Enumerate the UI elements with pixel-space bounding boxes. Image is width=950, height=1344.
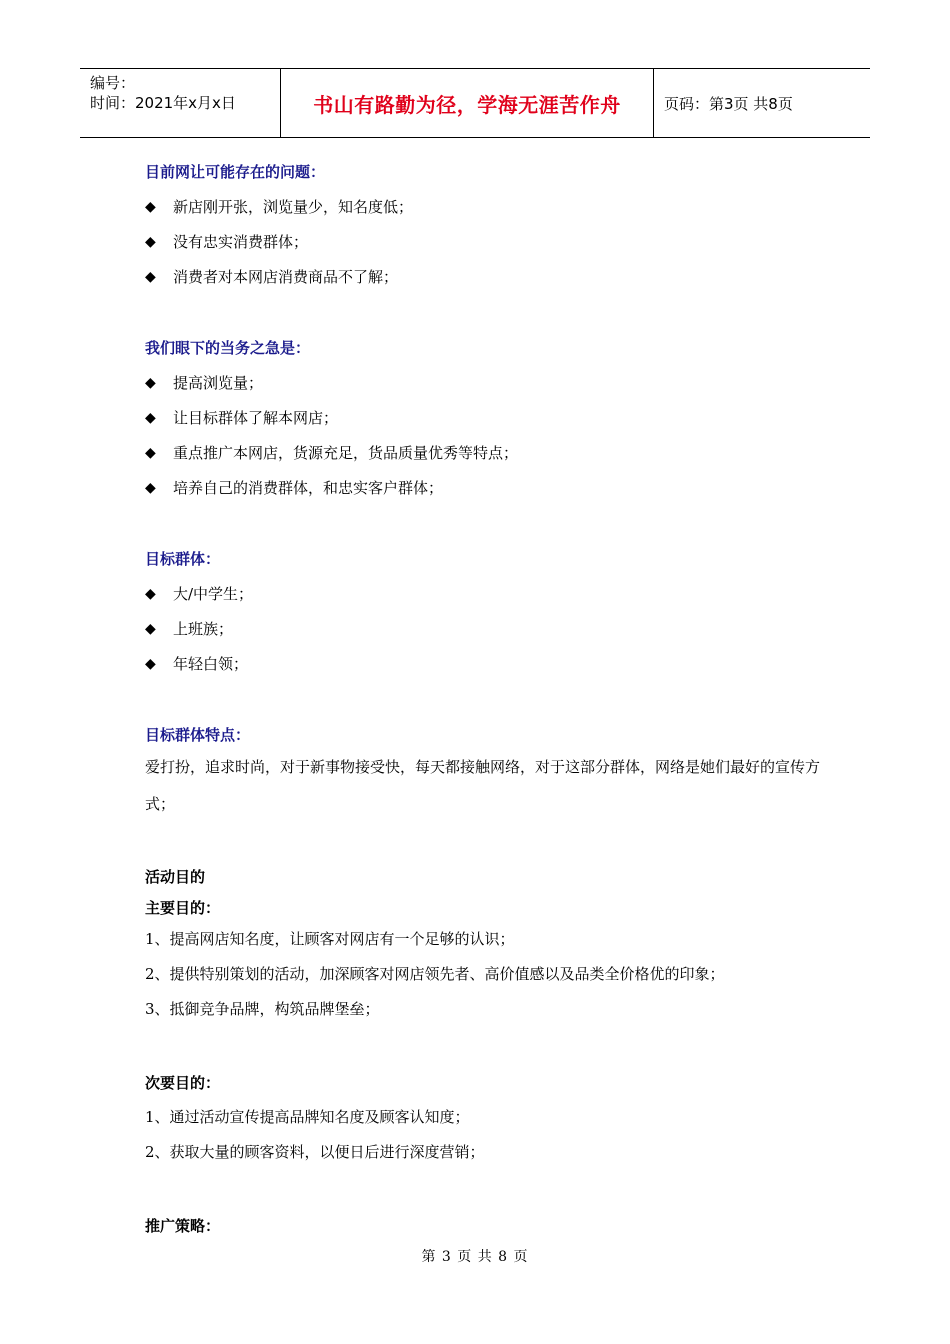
section-title-purpose: 活动目的 xyxy=(145,868,206,886)
bullet-item: ◆ 新店刚开张，浏览量少，知名度低； xyxy=(145,198,414,216)
diamond-bullet-icon: ◆ xyxy=(145,585,156,602)
numbered-item: 2、提供特别策划的活动，加深顾客对网店领先者、高价值感以及品类全价格优的印象； xyxy=(145,965,725,983)
bullet-item: ◆ 年轻白领； xyxy=(145,655,249,673)
document-body xyxy=(145,158,845,1240)
section-title-strategy: 推广策略： xyxy=(145,1217,221,1235)
diamond-bullet-icon: ◆ xyxy=(145,374,156,391)
numbered-item: 1、提高网店知名度，让顾客对网店有一个足够的认识； xyxy=(145,930,515,948)
numbered-item: 3、抵御竞争品牌，构筑品牌堡垒； xyxy=(145,1000,380,1018)
numbered-item: 2、获取大量的顾客资料，以便日后进行深度营销； xyxy=(145,1143,485,1161)
bullet-item: ◆ 让目标群体了解本网店； xyxy=(145,409,339,427)
diamond-bullet-icon: ◆ xyxy=(145,620,156,637)
bullet-item: ◆ 提高浏览量； xyxy=(145,374,264,392)
section-title-target: 目标群体： xyxy=(145,550,221,568)
diamond-bullet-icon: ◆ xyxy=(145,409,156,426)
diamond-bullet-icon: ◆ xyxy=(145,479,156,496)
secondary-purpose-title: 次要目的： xyxy=(145,1074,221,1092)
diamond-bullet-icon: ◆ xyxy=(145,233,156,250)
header-motto: 书山有路勤为径，学海无涯苦作舟 xyxy=(281,69,654,137)
bullet-item: ◆ 大/中学生； xyxy=(145,585,254,603)
diamond-bullet-icon: ◆ xyxy=(145,655,156,672)
section-title-urgent: 我们眼下的当务之急是： xyxy=(145,339,311,357)
main-purpose-title: 主要目的： xyxy=(145,899,221,917)
bullet-item: ◆ 上班族； xyxy=(145,620,234,638)
page-footer: 第 3 页 共 8 页 xyxy=(421,1249,529,1265)
traits-paragraph: 爱打扮，追求时尚，对于新事物接受快，每天都接触网络，对于这部分群体，网络是她们最好的宣传方式； xyxy=(145,758,821,813)
header-meta xyxy=(80,69,281,137)
diamond-bullet-icon: ◆ xyxy=(145,268,156,285)
numbered-item: 1、通过活动宣传提高品牌知名度及顾客认知度； xyxy=(145,1108,470,1126)
doc-date-label: 时间：2021年x月x日 xyxy=(90,94,236,112)
page-header xyxy=(80,68,870,138)
diamond-bullet-icon: ◆ xyxy=(145,444,156,461)
section-title-problems: 目前网让可能存在的问题： xyxy=(145,163,326,181)
header-page-info: 页码：第3页 共8页 xyxy=(664,94,793,113)
bullet-item: ◆ 消费者对本网店消费商品不了解； xyxy=(145,268,399,286)
bullet-item: ◆ 培养自己的消费群体，和忠实客户群体； xyxy=(145,479,444,497)
section-title-traits: 目标群体特点： xyxy=(145,726,251,744)
bullet-item: ◆ 重点推广本网店，货源充足，货品质量优秀等特点； xyxy=(145,444,519,462)
diamond-bullet-icon: ◆ xyxy=(145,198,156,215)
bullet-item: ◆ 没有忠实消费群体； xyxy=(145,233,309,251)
doc-number-label: 编号： xyxy=(90,74,136,92)
